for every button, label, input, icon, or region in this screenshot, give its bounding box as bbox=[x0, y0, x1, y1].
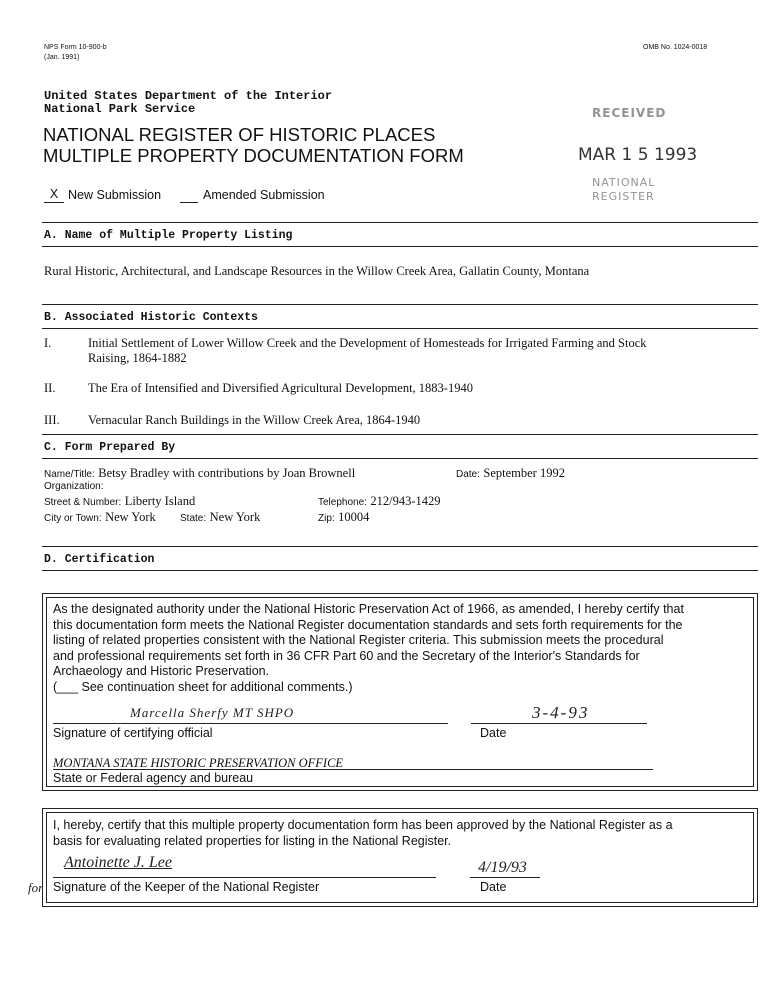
certification-line: and professional requirements set forth in 36 CFR Part 60 and the Secretary of the Interior's Standards for bbox=[53, 648, 640, 663]
stamp-national: NATIONAL bbox=[592, 176, 656, 189]
keeper-date-label: Date bbox=[480, 880, 507, 894]
context-text: The Era of Intensified and Diversified Agricultural Development, 1883-1940 bbox=[88, 381, 473, 395]
certifying-date-label: Date bbox=[480, 726, 507, 740]
context-number: III. bbox=[44, 413, 60, 427]
amended-submission-checkbox[interactable] bbox=[180, 186, 198, 203]
street-value: Liberty Island bbox=[124, 494, 196, 508]
amended-submission-label: Amended Submission bbox=[203, 188, 325, 202]
approval-line: I, hereby, certify that this multiple property documentation form has been approved by the National Register as a bbox=[53, 818, 673, 832]
section-d-bottom-rule bbox=[42, 570, 758, 571]
context-number: II. bbox=[44, 381, 56, 395]
received-stamp: RECEIVED bbox=[592, 106, 667, 120]
context-text: Vernacular Ranch Buildings in the Willow Creek Area, 1864-1940 bbox=[88, 413, 421, 427]
keeper-date-line bbox=[470, 877, 540, 878]
telephone-value: 212/943-1429 bbox=[370, 494, 441, 508]
city-value: New York bbox=[105, 510, 156, 524]
stamp-register: REGISTER bbox=[592, 190, 655, 203]
city-label: City or Town: bbox=[44, 513, 102, 524]
continuation-sheet-note[interactable]: (___ See continuation sheet for additional comments.) bbox=[53, 679, 353, 694]
certifying-signature-label: Signature of certifying official bbox=[53, 726, 213, 740]
agency-line bbox=[53, 769, 653, 770]
section-c-heading: C. Form Prepared By bbox=[44, 441, 176, 454]
state-row bbox=[180, 510, 260, 525]
context-text: Initial Settlement of Lower Willow Creek and the Development of Homesteads for Irrigated Farming and Stock bbox=[88, 336, 647, 350]
context-number: I. bbox=[44, 336, 52, 350]
certifying-date-handwriting: 3-4-93 bbox=[532, 703, 590, 722]
for-handwriting: for bbox=[28, 880, 44, 895]
section-b-top-rule bbox=[42, 304, 758, 305]
new-submission-label: New Submission bbox=[68, 188, 162, 202]
section-b-bottom-rule bbox=[42, 328, 758, 329]
street-row bbox=[44, 494, 195, 509]
approval-statement bbox=[53, 818, 673, 849]
certification-line: this documentation form meets the National Register documentation standards and sets forth requirements for the bbox=[53, 617, 683, 632]
section-c-top-rule bbox=[42, 434, 758, 435]
certifying-date-line bbox=[471, 723, 647, 724]
keeper-signature-line bbox=[53, 877, 436, 878]
agency-line-2: National Park Service bbox=[44, 102, 196, 116]
agency-line-1: United States Department of the Interior bbox=[44, 89, 333, 103]
certifying-agency-label: State or Federal agency and bureau bbox=[53, 771, 254, 785]
certification-line: listing of related properties consistent with the National Register criteria. This submission meets the procedural bbox=[53, 633, 664, 647]
zip-label: Zip: bbox=[318, 513, 335, 524]
new-submission-checkbox[interactable]: X bbox=[44, 186, 64, 203]
omb-number: OMB No. 1024-0018 bbox=[643, 44, 708, 51]
zip-row bbox=[318, 510, 369, 525]
approval-line: basis for evaluating related properties for listing in the National Register. bbox=[53, 833, 452, 848]
section-b-heading: B. Associated Historic Contexts bbox=[44, 311, 258, 324]
name-title-value: Betsy Bradley with contributions by Joan Brownell bbox=[98, 466, 356, 480]
section-a-bottom-rule bbox=[42, 246, 758, 247]
name-title-label: Name/Title: bbox=[44, 469, 95, 480]
city-row bbox=[44, 510, 156, 525]
street-label: Street & Number: bbox=[44, 497, 122, 508]
received-date-stamp: MAR 1 5 1993 bbox=[578, 145, 698, 165]
certification-line: As the designated authority under the National Historic Preservation Act of 1966, as amended, I hereby certify that bbox=[53, 602, 684, 616]
section-c-bottom-rule bbox=[42, 458, 758, 459]
name-title-row bbox=[44, 466, 355, 481]
form-title-line-1: NATIONAL REGISTER OF HISTORIC PLACES bbox=[43, 124, 436, 145]
state-value: New York bbox=[209, 510, 261, 524]
organization-label: Organization: bbox=[44, 481, 104, 492]
telephone-row bbox=[318, 494, 441, 509]
certifying-signature-line bbox=[53, 723, 448, 724]
date-value: September 1992 bbox=[483, 466, 565, 480]
certifying-signature: Marcella Sherfy MT SHPO bbox=[130, 705, 295, 720]
context-text-continued: Raising, 1864-1882 bbox=[88, 351, 187, 365]
form-date: (Jan. 1991) bbox=[44, 54, 80, 61]
date-label: Date: bbox=[456, 469, 480, 480]
certification-line: Archaeology and Historic Preservation. bbox=[53, 664, 270, 678]
keeper-signature-label: Signature of the Keeper of the National Register bbox=[53, 880, 320, 894]
certification-statement bbox=[53, 602, 684, 695]
state-label: State: bbox=[180, 513, 207, 524]
section-a-top-rule bbox=[42, 222, 758, 223]
form-number: NPS Form 10-900-b bbox=[44, 44, 107, 51]
keeper-date-handwriting: 4/19/93 bbox=[478, 859, 527, 876]
zip-value: 10004 bbox=[338, 510, 370, 524]
section-a-heading: A. Name of Multiple Property Listing bbox=[44, 229, 293, 242]
section-d-heading: D. Certification bbox=[44, 553, 155, 566]
telephone-label: Telephone: bbox=[318, 497, 367, 508]
section-d-top-rule bbox=[42, 546, 758, 547]
keeper-signature: Antoinette J. Lee bbox=[64, 854, 172, 871]
form-title-line-2: MULTIPLE PROPERTY DOCUMENTATION FORM bbox=[43, 145, 464, 166]
certifying-agency-value: MONTANA STATE HISTORIC PRESERVATION OFFICE bbox=[53, 756, 344, 770]
date-row bbox=[456, 466, 565, 481]
multiple-property-name: Rural Historic, Architectural, and Landscape Resources in the Willow Creek Area, Gallatin County, Montana bbox=[44, 264, 590, 278]
